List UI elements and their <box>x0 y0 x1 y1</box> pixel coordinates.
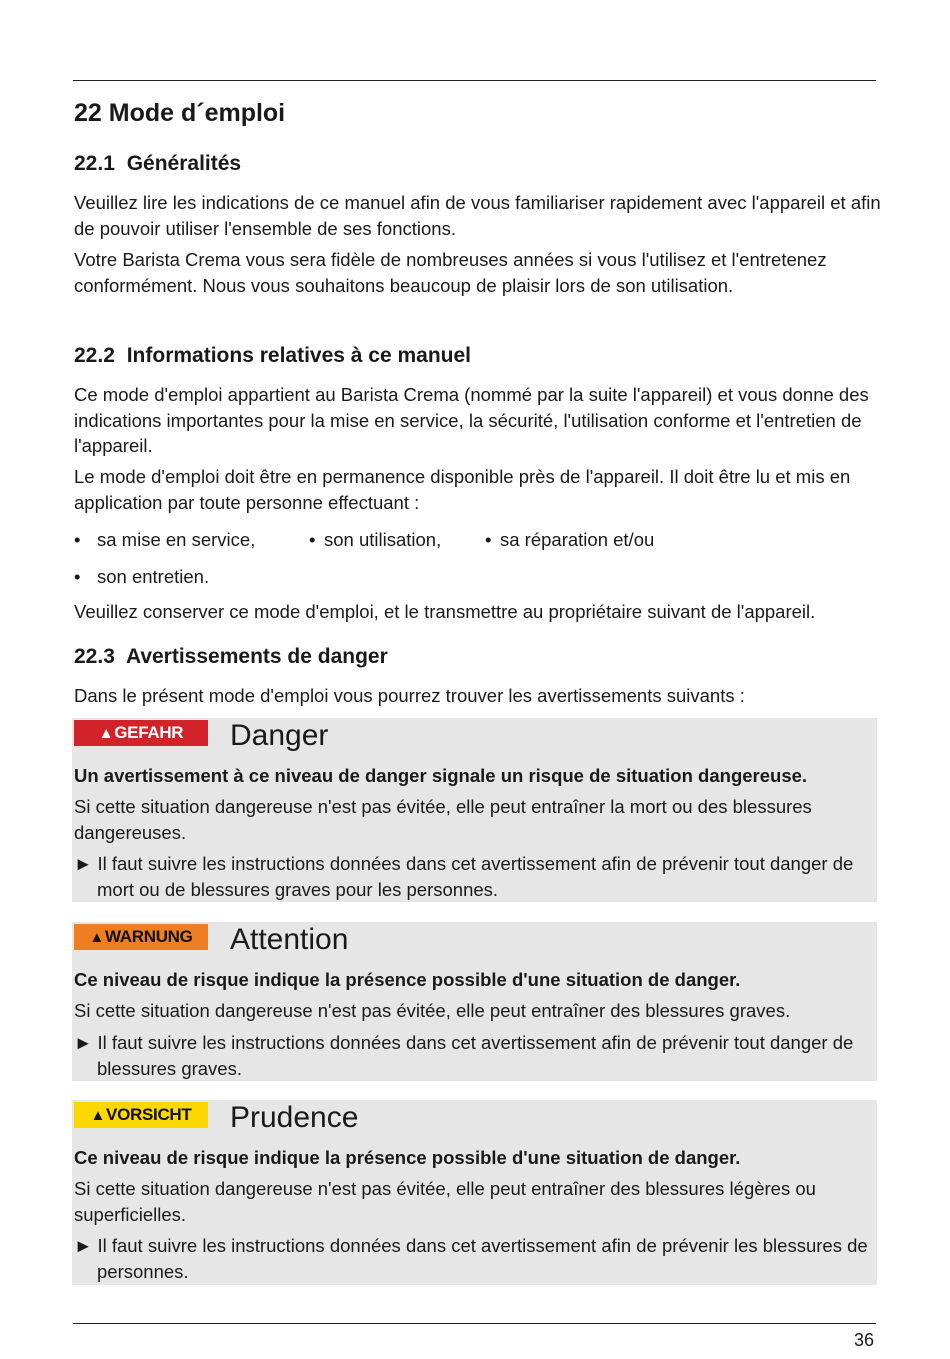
warning-title: Danger <box>230 719 329 752</box>
warning-title: Attention <box>230 923 349 956</box>
list-item: • sa réparation et/ou <box>485 529 655 550</box>
page-number: 36 <box>853 1330 874 1350</box>
warning-instruction: ► Il faut suivre les instructions données dans cet avertissement afin de prévenir tout danger de mort ou de blessures graves pour les personnes. <box>74 853 854 900</box>
heading-generalites <box>74 152 241 176</box>
warning-box-warning <box>72 922 877 1081</box>
list-item: • sa mise en service, <box>74 529 256 550</box>
warning-summary: Ce niveau de risque indique la présence possible d'une situation de danger. <box>74 1147 741 1168</box>
heading-informations <box>74 344 471 368</box>
warning-instruction: ► Il faut suivre les instructions données dans cet avertissement afin de prévenir les blessures de personnes. <box>74 1235 868 1282</box>
signal-label-vorsicht: ▲VORSICHT <box>74 1102 208 1128</box>
heading-number: 22.3 <box>74 645 115 668</box>
bottom-rule <box>73 1323 876 1324</box>
signal-label-warnung: ▲WARNUNG <box>74 924 208 950</box>
warning-title: Prudence <box>230 1101 359 1134</box>
heading-text: Informations relatives à ce manuel <box>126 344 472 367</box>
warning-box-danger <box>72 718 877 902</box>
heading-avertissements <box>74 645 388 669</box>
warning-text: Si cette situation dangereuse n'est pas évitée, elle peut entraîner la mort ou des blessures dangereuses. <box>74 796 812 843</box>
warning-box-caution <box>72 1100 877 1285</box>
paragraph: Veuillez lire les indications de ce manuel afin de vous familiariser rapidement avec l'appareil et afin de pouvoir utiliser l'ensemble de ses fonctions. <box>74 192 881 239</box>
warning-summary: Ce niveau de risque indique la présence possible d'une situation de danger. <box>74 969 741 990</box>
bullet-icon: • <box>485 529 492 550</box>
signal-label-gefahr: ▲GEFAHR <box>74 720 208 746</box>
arrow-right-icon: ► <box>74 1032 93 1053</box>
warning-triangle-icon: ▲ <box>90 1107 106 1124</box>
warning-instruction: ► Il faut suivre les instructions données dans cet avertissement afin de prévenir tout danger de blessures graves. <box>74 1032 854 1079</box>
arrow-right-icon: ► <box>74 853 93 874</box>
warning-text: Si cette situation dangereuse n'est pas évitée, elle peut entraîner des blessures graves. <box>74 1000 791 1021</box>
paragraph: Votre Barista Crema vous sera fidèle de nombreuses années si vous l'utilisez et l'entretenez conformément. Nous vous souhaitons beaucoup de plaisir lors de son utilisation. <box>74 249 827 296</box>
warning-triangle-icon: ▲ <box>89 929 104 946</box>
bullet-icon: • <box>74 529 81 550</box>
heading-text: Avertissements de danger <box>125 645 388 668</box>
arrow-right-icon: ► <box>74 1235 93 1256</box>
bullet-icon: • <box>309 529 316 550</box>
warning-summary: Un avertissement à ce niveau de danger signale un risque de situation dangereuse. <box>74 765 808 786</box>
heading-text: Généralités <box>126 152 242 175</box>
paragraph: Veuillez conserver ce mode d'emploi, et le transmettre au propriétaire suivant de l'appareil. <box>74 601 816 622</box>
paragraph: Le mode d'emploi doit être en permanence disponible près de l'appareil. Il doit être lu et mis en application par toute personne effectuant : <box>74 466 851 513</box>
heading-number: 22.2 <box>74 344 115 367</box>
list-item: • son utilisation, <box>309 529 442 550</box>
paragraph: Dans le présent mode d'emploi vous pourrez trouver les avertissements suivants : <box>74 685 745 706</box>
warning-text: Si cette situation dangereuse n'est pas évitée, elle peut entraîner des blessures légères ou superficielles. <box>74 1178 816 1225</box>
top-rule <box>73 80 876 81</box>
bullet-icon: • <box>74 566 81 587</box>
heading-number: 22.1 <box>74 152 115 175</box>
warning-triangle-icon: ▲ <box>98 725 114 742</box>
paragraph: Ce mode d'emploi appartient au Barista Crema (nommé par la suite l'appareil) et vous donne des indications importantes pour la mise en service, la sécurité, l'utilisation conforme et l'entretien de l'appareil. <box>74 384 869 456</box>
section-title: 22 Mode d´emploi <box>74 99 286 127</box>
list-item: • son entretien. <box>74 566 210 587</box>
